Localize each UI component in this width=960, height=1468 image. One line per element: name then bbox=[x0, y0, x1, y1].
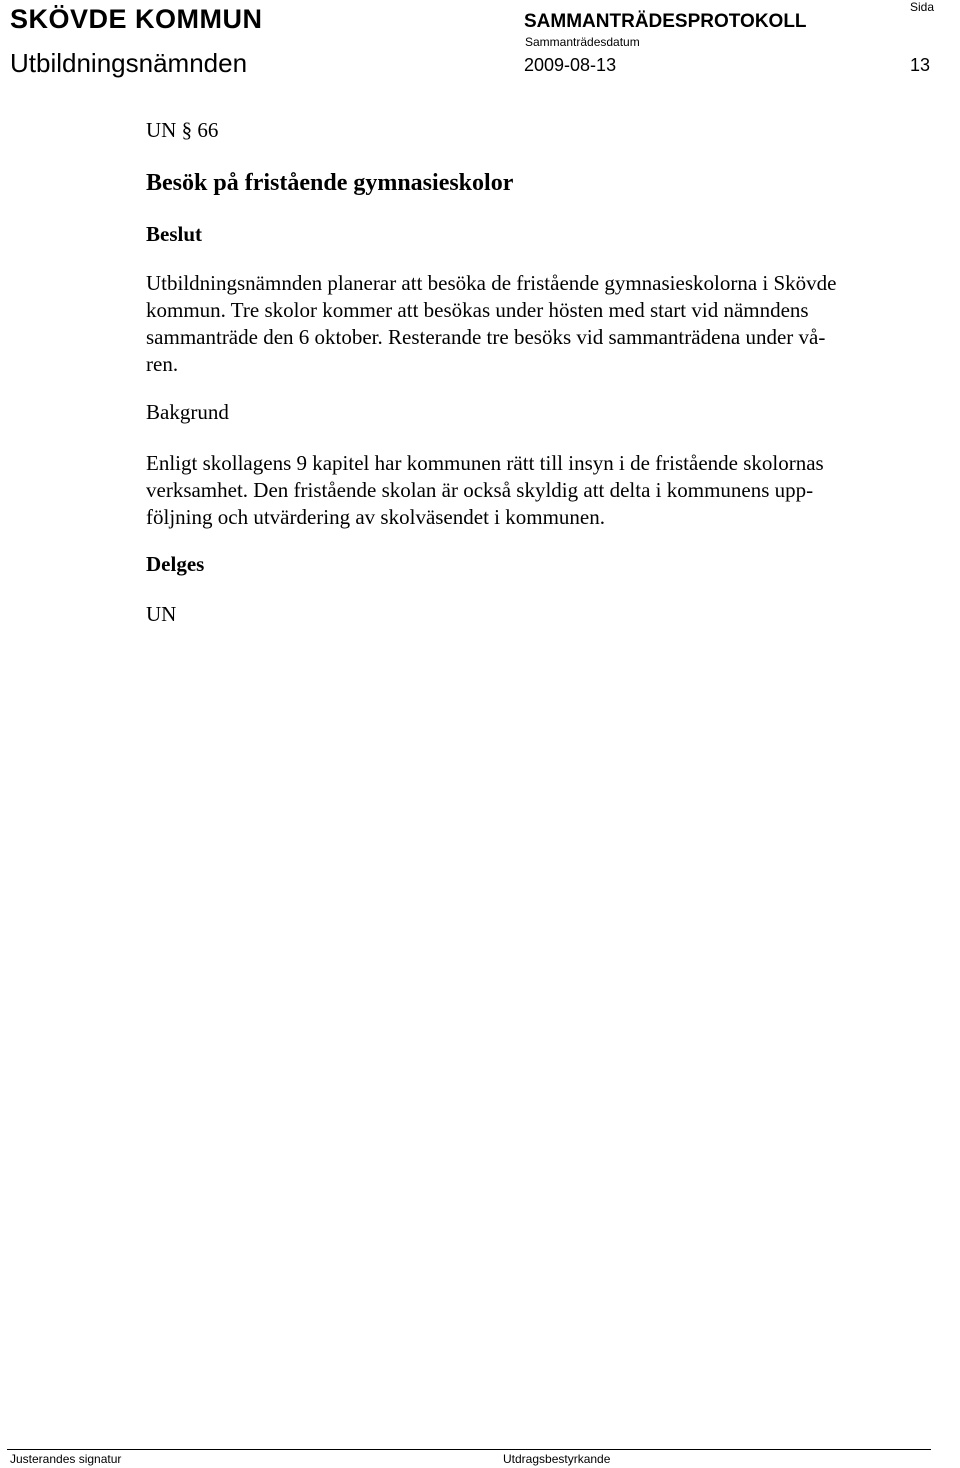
paragraph-number: UN § 66 bbox=[146, 118, 219, 142]
extract-certification-label: Utdragsbestyrkande bbox=[503, 1452, 611, 1466]
footer-divider bbox=[7, 1449, 931, 1450]
bakgrund-heading: Bakgrund bbox=[146, 400, 229, 424]
delges-heading: Delges bbox=[146, 552, 205, 576]
text-line: kommun. Tre skolor kommer att besökas under hösten med start vid nämndens bbox=[146, 298, 809, 322]
beslut-heading: Beslut bbox=[146, 222, 203, 246]
text-line: sammanträde den 6 oktober. Resterande tre besöks vid sammanträdena under vå- bbox=[146, 325, 826, 349]
meeting-date: 2009-08-13 bbox=[524, 55, 617, 75]
document-type-title: SAMMANTRÄDESPROTOKOLL bbox=[524, 11, 807, 32]
text-line: ren. bbox=[146, 352, 179, 376]
meeting-date-label: Sammanträdesdatum bbox=[525, 35, 640, 49]
committee-name: Utbildningsnämnden bbox=[10, 48, 248, 78]
beslut-paragraph bbox=[146, 270, 906, 378]
section-title: Besök på fristående gymnasieskolor bbox=[146, 170, 514, 196]
text-line: Utbildningsnämnden planerar att besöka de fristående gymnasieskolorna i Skövde bbox=[146, 271, 837, 295]
municipality-logo: SKÖVDE KOMMUN bbox=[10, 4, 263, 34]
text-line: följning och utvärdering av skolväsendet i kommunen. bbox=[146, 505, 605, 529]
delges-recipient: UN bbox=[146, 602, 177, 626]
page-label: Sida bbox=[910, 0, 935, 14]
text-line: Enligt skollagens 9 kapitel har kommunen rätt till insyn i de fristående skolornas bbox=[146, 451, 824, 475]
signature-label: Justerandes signatur bbox=[10, 1452, 122, 1466]
bakgrund-paragraph bbox=[146, 450, 906, 531]
text-line: verksamhet. Den fristående skolan är också skyldig att delta i kommunens upp- bbox=[146, 478, 814, 502]
page-number: 13 bbox=[910, 55, 931, 75]
